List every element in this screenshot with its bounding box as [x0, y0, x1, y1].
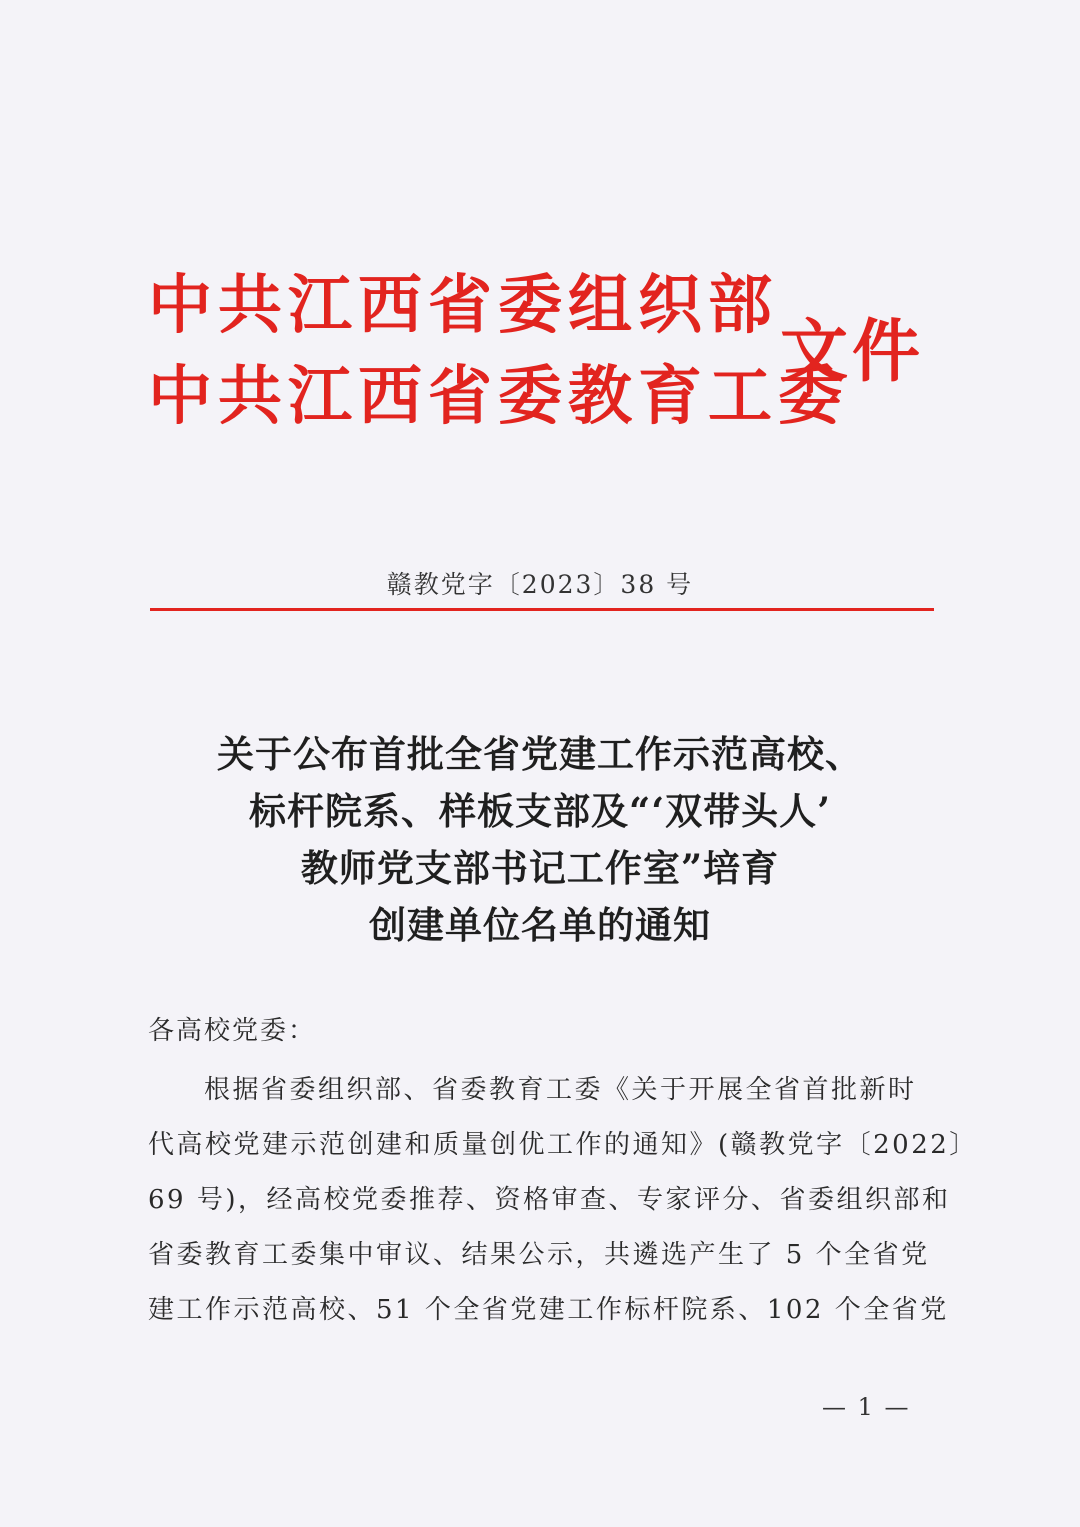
salutation: 各高校党委： — [148, 1016, 317, 1046]
body-line: 69 号)，经高校党委推荐、资格审查、专家评分、省委组织部和 — [148, 1185, 951, 1215]
page-number: — 1 — — [822, 1393, 911, 1421]
document-header-suffix: 文件 — [780, 312, 925, 392]
issuing-org-1: 中共江西省委组织部 — [148, 268, 778, 343]
document-title — [140, 726, 940, 954]
title-line: 关于公布首批全省党建工作示范高校、 — [217, 732, 863, 776]
body-line: 代高校党建示范创建和质量创优工作的通知》(赣教党字〔2022〕 — [148, 1130, 978, 1160]
title-line: 教师党支部书记工作室”培育 — [300, 846, 780, 890]
red-divider — [150, 608, 934, 611]
body-paragraph — [148, 1063, 978, 1338]
body-line: 建工作示范高校、51 个全省党建工作标杆院系、102 个全省党 — [148, 1295, 949, 1325]
body-line: 省委教育工委集中审议、结果公示，共遴选产生了 5 个全省党 — [148, 1240, 930, 1270]
title-line: 标杆院系、样板支部及“‘双带头人’ — [248, 789, 832, 833]
body-line: 根据省委组织部、省委教育工委《关于开展全省首批新时 — [204, 1075, 917, 1105]
issuing-org-2: 中共江西省委教育工委 — [148, 359, 848, 434]
document-number: 赣教党字〔2023〕38 号 — [386, 570, 694, 599]
title-line: 创建单位名单的通知 — [369, 903, 711, 947]
